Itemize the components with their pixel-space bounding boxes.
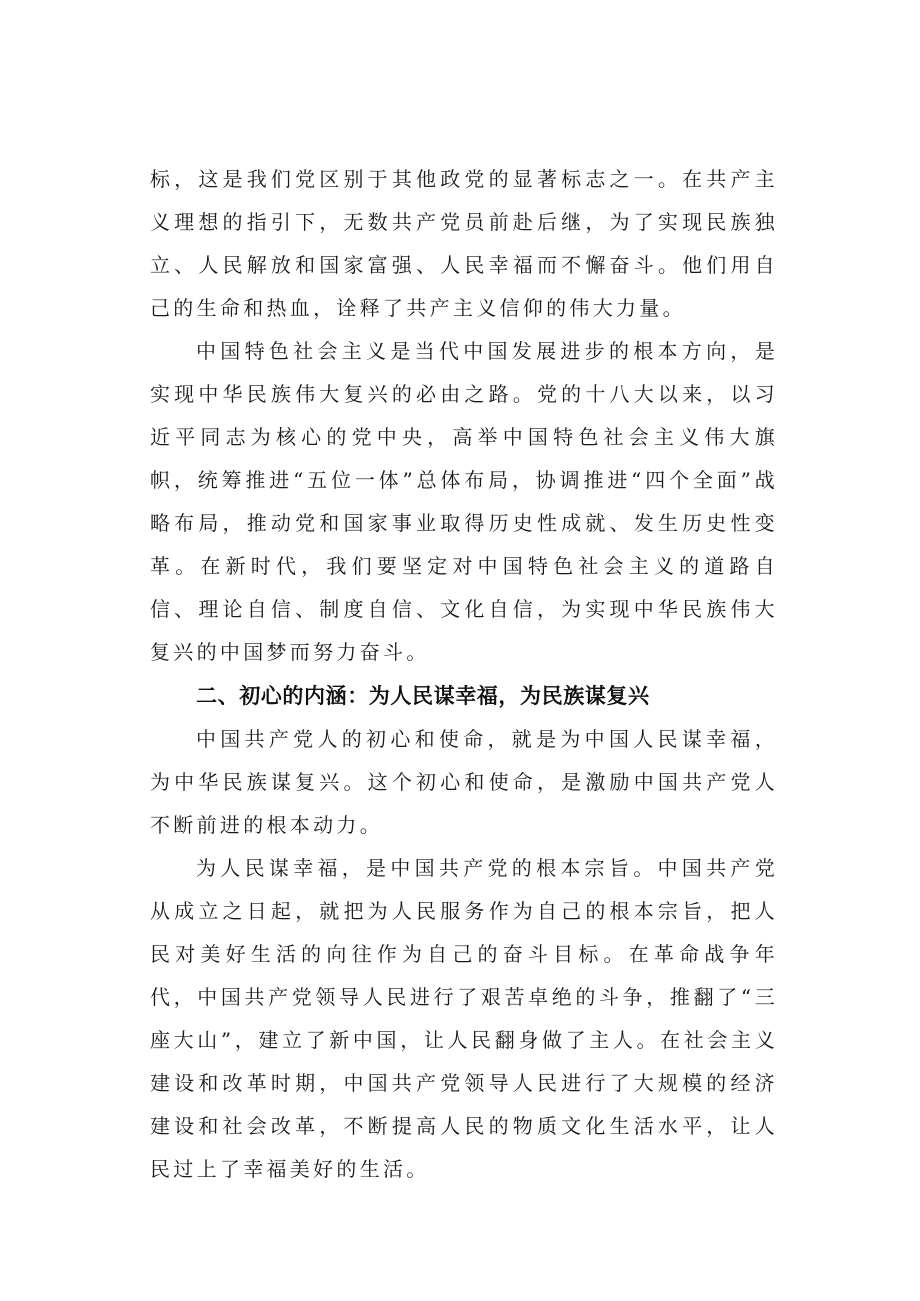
paragraph-people-happiness: 为人民谋幸福，是中国共产党的根本宗旨。中国共产党从成立之日起，就把为人民服务作为自己的根本宗旨，把人民对美好生活的向往作为自己的奋斗目标。在革命战争年代，中国共产党领导人民进行了艰苦卓绝的斗争，推翻了“三座大山”，建立了新中国，让人民翻身做了主人。在社会主义建设和改革时期，中国共产党领导人民进行了大规模的经济建设和社会改革，不断提高人民的物质文化生活水平，让人民过上了幸福美好的生活。	[150, 856, 778, 1181]
paragraph-socialism: 中国特色社会主义是当代中国发展进步的根本方向，是实现中华民族伟大复兴的必由之路。党的十八大以来，以习近平同志为核心的党中央，高举中国特色社会主义伟大旗帜，统筹推进“五位一体”总体布局，协调推进“四个全面”战略布局，推动党和国家事业取得历史性成就、发生历史性变革。在新时代，我们要坚定对中国特色社会主义的道路自信、理论自信、制度自信、文化自信，为实现中华民族伟大复兴的中国梦而努力奋斗。	[150, 339, 778, 664]
document-body	[150, 158, 778, 1191]
paragraph-continuation: 标，这是我们党区别于其他政党的显著标志之一。在共产主义理想的指引下，无数共产党员前赴后继，为了实现民族独立、人民解放和国家富强、人民幸福而不懈奋斗。他们用自己的生命和热血，诠释了共产主义信仰的伟大力量。	[150, 167, 778, 320]
paragraph-mission: 中国共产党人的初心和使命，就是为中国人民谋幸福，为中华民族谋复兴。这个初心和使命，是激励中国共产党人不断前进的根本动力。	[150, 727, 778, 837]
section-heading: 二、初心的内涵：为人民谋幸福，为民族谋复兴	[196, 684, 650, 708]
